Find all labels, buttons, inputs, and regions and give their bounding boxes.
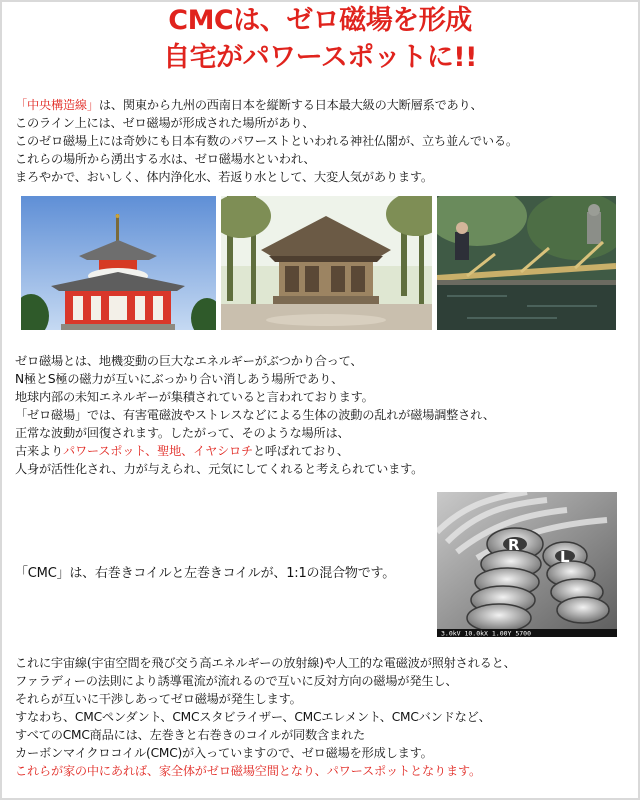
closing-line-6: カーボンマイクロコイル(CMC)が入っていますので、ゼロ磁場を形成します。 <box>15 746 433 760</box>
intro-highlight: 「中央構造線」 <box>15 98 99 112</box>
intro-line-3: このゼロ磁場上には奇妙にも日本有数のパワーストといわれる神社仏閣が、立ち並んでいる。 <box>15 134 518 148</box>
closing-line-3: それらが互いに干渉しあってゼロ磁場が発生します。 <box>15 692 302 706</box>
middle-line-4: 「ゼロ磁場」では、有害電磁波やストレスなどによる生体の波動の乱れが磁場調整され、 <box>15 408 495 422</box>
middle-line-2: N極とS極の磁力が互いにぶっかり合い消しあう場所であり、 <box>15 372 344 386</box>
sem-info-bar: 3.0kV 10.0kX 1.00Y 5700 <box>441 629 532 637</box>
middle-line-5: 正常な波動が回復されます。したがって、そのような場所は、 <box>15 426 350 440</box>
cmc-coil-caption: 「CMC」は、右巻きコイルと左巻きコイルが、1:1の混合物です。 <box>15 566 396 581</box>
intro-line-1-text: は、関東から九州の西南日本を縦断する日本最大級の大断層系であり、 <box>98 98 483 112</box>
carbon-microcoil-sem-image <box>437 492 617 637</box>
middle-line-7: 人身が活性化され、力が与えられ、元気にしてくれると考えられています。 <box>15 462 424 476</box>
intro-line-4: これらの場所から湧出する水は、ゼロ磁場水といわれ、 <box>15 152 316 166</box>
coil-label-r: R <box>508 536 520 554</box>
water-spring-photo <box>437 196 616 330</box>
middle-line-6-pre: 古来より <box>15 444 63 458</box>
coil-label-l: L <box>560 548 570 566</box>
middle-line-6 <box>15 442 495 460</box>
zero-field-paragraph <box>15 352 495 478</box>
intro-line-2: このライン上には、ゼロ磁場が形成された場所があり、 <box>15 116 315 130</box>
closing-line-4: すなわち、CMCペンダント、CMCスタビライザー、CMCエレメント、CMCバンドなど、 <box>15 710 491 724</box>
pagoda-photo <box>21 196 216 330</box>
intro-line-5: まろやかで、おいしく、体内浄化水、若返り水として、大変人気があります。 <box>15 170 433 184</box>
power-spot-highlight: パワースポット、聖地、イヤシロチ <box>62 444 253 458</box>
middle-line-1: ゼロ磁場とは、地機変動の巨大なエネルギーがぶつかり合って、 <box>15 354 363 368</box>
closing-line-1: これに宇宙線(宇宙空間を飛び交う高エネルギーの放射線)や人工的な電磁波が照射されると、 <box>15 656 516 670</box>
intro-paragraph <box>15 96 518 186</box>
page-title-line1: CMCは、ゼロ磁場を形成 <box>168 5 472 36</box>
closing-line-7: これらが家の中にあれば、家全体がゼロ磁場空間となり、パワースポットとなります。 <box>15 764 481 778</box>
closing-line-5: すべてのCMC商品には、左巻きと右巻きのコイルが同数含まれた <box>15 728 365 742</box>
page-title-line2: 自宅がパワースポットに!! <box>163 42 477 73</box>
middle-line-3: 地球内部の未知エネルギーが集積されていると言われております。 <box>15 390 374 404</box>
closing-line-2: ファラディーの法則により誘導電流が流れるので互いに反対方向の磁場が発生し、 <box>15 674 458 688</box>
closing-paragraph <box>15 654 516 780</box>
shrine-photo <box>221 196 432 330</box>
middle-line-6-post: と呼ばれており、 <box>252 444 349 458</box>
intro-line-1 <box>15 96 518 114</box>
